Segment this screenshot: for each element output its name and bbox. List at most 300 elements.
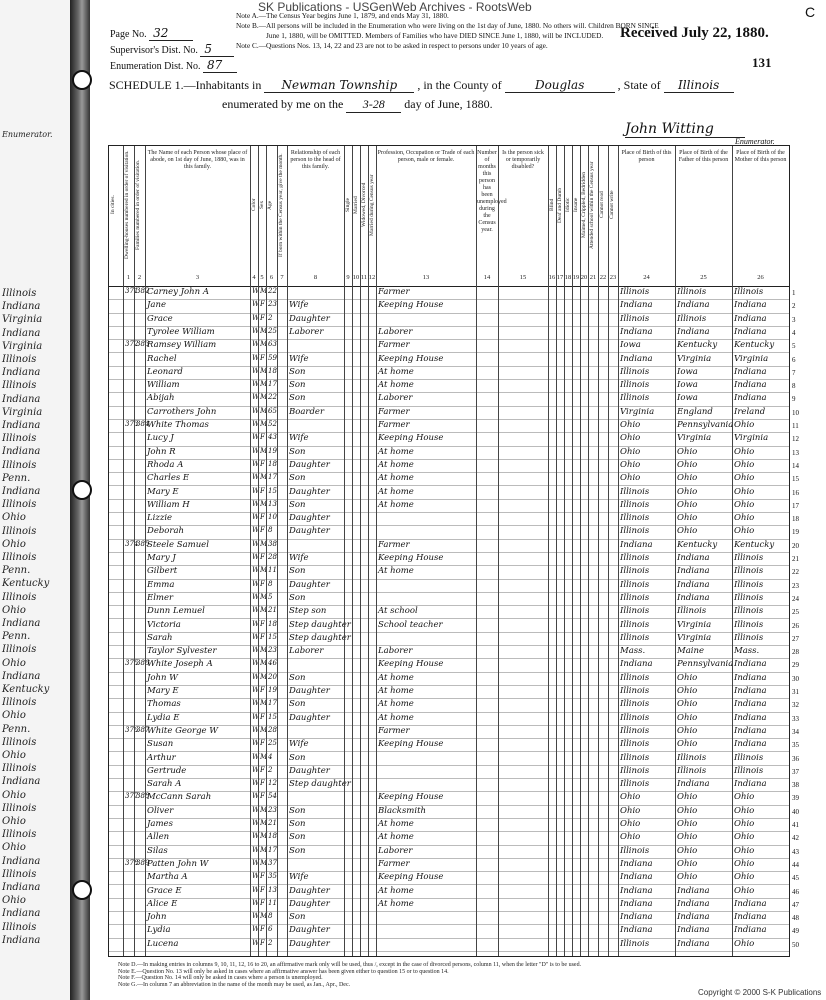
schedule-title-line [109,78,734,93]
table-row [109,313,796,327]
enumerator-signature: John Witting [625,121,745,138]
father-birthplace-cell: Indiana [677,553,710,563]
father-birthplace-cell: Indiana [677,912,710,923]
occupation-cell: Keeping House [378,792,444,803]
dwelling-number: 372 [125,340,139,349]
father-birthplace-cell: Ohio [677,832,698,843]
father-birthplace-cell: Ohio [677,473,698,484]
person-name: Steele Samuel [147,539,209,550]
sex-cell: F [260,579,265,588]
sex-cell: F [260,885,265,894]
sex-cell: F [260,459,265,468]
column-divider [618,146,619,956]
birthplace-cell: Indiana [620,912,653,923]
age-cell: 65 [268,406,277,415]
father-birthplace-cell: Ohio [677,872,698,883]
column-number: 25 [700,274,707,281]
sex-cell: F [260,872,265,881]
mother-birthplace-cell: Indiana [734,912,767,923]
occupation-cell: Keeping House [378,353,444,364]
age-cell: 52 [268,420,277,428]
mother-birthplace-cell: Ohio [734,513,755,524]
color-cell: W [252,340,260,349]
sex-cell: F [260,925,265,934]
relationship-cell: Son [289,380,306,391]
occupation-cell: Keeping House [378,659,444,670]
column-divider [572,146,573,956]
age-cell: 13 [268,885,277,894]
line-number: 40 [792,807,799,816]
column-divider [134,146,135,956]
left-page-entry: Illinois [2,763,37,775]
person-name: Elmer [147,592,174,603]
birthplace-cell: Indiana [620,539,653,550]
column-divider [360,146,361,956]
person-name: Carney John A [147,287,209,297]
mother-birthplace-cell: Ohio [734,459,755,470]
relationship-cell: Step son [289,606,327,617]
person-name: Oliver [147,805,174,816]
person-name: Taylor Sylvester [147,646,217,657]
column-header: Is the person sick or temporarily disabled? [502,150,544,170]
relationship-cell: Daughter [289,898,330,909]
left-page-entry: Illinois [2,697,37,709]
left-page-entry: Virginia [2,340,43,352]
color-cell: W [252,499,260,508]
line-number: 48 [792,914,799,923]
table-row [109,326,796,340]
father-birthplace-cell: Ohio [677,686,698,696]
mother-birthplace-cell: Illinois [734,765,764,776]
birthplace-cell: Illinois [620,366,650,377]
column-number: 18 [564,274,572,281]
color-cell: W [252,925,260,934]
birthplace-cell: Indiana [620,300,653,311]
relationship-cell: Laborer [289,646,324,657]
person-name: Alice E [147,898,178,909]
mother-birthplace-cell: Ohio [734,885,755,896]
mother-birthplace-cell: Illinois [734,566,764,577]
relationship-cell: Wife [289,353,309,364]
relationship-cell: Son [289,912,306,923]
mother-birthplace-cell: Ohio [734,526,755,537]
relationship-cell: Wife [289,872,309,883]
father-birthplace-cell: Virginia [677,619,712,630]
father-birthplace-cell: Indiana [677,885,710,896]
mother-birthplace-cell: Indiana [734,300,767,311]
color-cell: W [252,765,260,774]
line-number: 25 [792,608,799,617]
person-name: Martha A [147,872,188,883]
mother-birthplace-cell: Illinois [734,606,764,617]
relationship-cell: Boarder [289,406,325,417]
occupation-cell: At home [378,566,414,577]
mother-birthplace-cell: Illinois [734,579,764,590]
column-header: The Name of each Person whose place of abode, on 1st day of June, 1880, was in this family. [147,150,248,170]
left-page-enumerator-label: Enumerator. [2,130,53,139]
occupation-cell: Keeping House [378,739,444,750]
left-page-entry: Indiana [2,670,41,682]
occupation-cell: Farmer [378,420,410,430]
table-row [109,778,799,792]
column-divider [608,146,609,956]
birthplace-cell: Indiana [620,885,653,896]
occupation-cell: At home [378,885,414,896]
person-name: William [147,380,180,391]
father-birthplace-cell: Ohio [677,805,698,816]
footnote-line: Note G.—In column 7 an abbreviation in the name of the month may be used, as Jan., Apr., Dec. [118,981,351,988]
mother-birthplace-cell: Indiana [734,659,767,670]
father-birthplace-cell: Ohio [677,486,698,497]
color-cell: W [252,845,260,854]
birthplace-cell: Ohio [620,446,641,457]
line-number: 20 [792,541,799,550]
dwelling-number: 376 [125,725,139,734]
sex-cell: F [260,513,265,522]
person-name: Deborah [147,526,185,537]
color-cell: W [252,380,260,389]
mother-birthplace-cell: Indiana [734,898,767,909]
mother-birthplace-cell: Ohio [734,805,755,816]
birthplace-cell: Illinois [620,845,650,856]
column-number: 2 [137,274,142,281]
left-page-entry: Illinois [2,644,37,656]
column-number: 1 [126,274,131,281]
table-row [109,592,799,606]
sex-cell: M [260,606,268,615]
column-number: 16 [548,274,556,281]
age-cell: 8 [268,526,273,535]
father-birthplace-cell: Illinois [677,606,707,617]
column-number: 19 [572,274,580,281]
birthplace-cell: Illinois [620,752,650,763]
relationship-cell: Daughter [289,712,330,723]
person-name: John W [147,672,178,683]
birthplace-cell: Illinois [620,486,650,497]
left-page-entry: Indiana [2,486,41,497]
line-number: 47 [792,900,799,909]
census-table [108,145,799,957]
sex-cell: F [260,353,265,362]
father-birthplace-cell: Ohio [677,499,698,510]
mother-birthplace-cell: Ohio [734,845,755,856]
father-birthplace-cell: Ohio [677,792,698,803]
relationship-cell: Wife [289,433,309,444]
left-page-entry: Indiana [2,776,41,788]
father-birthplace-cell: Indiana [677,326,710,337]
table-row [109,366,796,380]
table-row [109,672,799,686]
line-number: 42 [792,834,799,843]
relationship-cell: Daughter [289,526,330,537]
table-row [109,579,799,593]
family-number: 389 [136,858,150,867]
sex-cell: F [260,300,265,309]
person-name: Gertrude [147,765,187,776]
birthplace-cell: Indiana [620,353,653,364]
line-number: 35 [792,741,799,750]
line-number: 34 [792,727,799,736]
father-birthplace-cell: Indiana [677,925,710,936]
sex-cell: M [260,473,268,482]
column-divider [732,146,733,956]
left-page-entry: Penn. [2,723,31,735]
mother-birthplace-cell: Illinois [734,632,764,643]
binding-spine [70,0,90,1000]
relationship-cell: Son [289,592,306,603]
line-number: 50 [792,940,799,949]
column-divider [344,146,345,956]
color-cell: W [252,566,260,575]
column-number: 17 [556,274,564,281]
age-cell: 11 [268,898,277,907]
occupation-cell: At home [378,446,414,457]
column-header: Maimed, Crippled, Bedridden [581,172,587,238]
enumerated-day: 3-28 [346,97,401,113]
age-cell: 17 [268,380,277,389]
person-name: Susan [147,739,174,750]
age-cell: 12 [268,779,277,788]
column-header: Attended school within the Census year [589,161,595,249]
age-cell: 63 [268,340,277,349]
sex-cell: F [260,792,265,801]
color-cell: W [252,858,260,867]
person-name: Sarah A [147,779,182,790]
age-cell: 54 [268,792,277,801]
mother-birthplace-cell: Indiana [734,313,767,324]
footnote-line: Note D.—In making entries in columns 9, 10, 11, 12, 16 to 20, an affirmative mark only will be used, thus /, except in the case of divorced persons, column 11, when the letter "D" is to be used. [118,962,582,968]
mother-birthplace-cell: Indiana [734,380,767,391]
column-divider [250,146,251,956]
footnote-line: Note F.—Question No. 14 will only be asked in cases where a person is unemployed. [118,975,323,981]
table-row [109,392,796,406]
age-cell: 6 [268,925,273,934]
table-row [109,339,796,353]
column-number: 9 [346,274,350,281]
sex-cell: F [260,938,265,947]
occupation-cell: At home [378,459,414,470]
left-page-entry: Ohio [2,710,26,722]
occupation-cell: At home [378,898,414,909]
father-birthplace-cell: Ohio [677,699,698,710]
left-page-entry: Ohio [2,842,26,854]
birthplace-cell: Illinois [620,632,650,643]
birthplace-cell: Virginia [620,406,655,417]
color-cell: W [252,513,260,522]
sex-cell: M [260,566,268,575]
birthplace-cell: Illinois [620,725,650,736]
person-name: Mary E [147,686,179,696]
person-name: White Thomas [147,420,209,430]
person-name: Lydia E [147,712,180,723]
column-header: Married during Census year [369,174,375,236]
table-row [109,539,799,553]
mother-birthplace-cell: Ohio [734,446,755,457]
line-number: 24 [792,594,799,603]
mother-birthplace-cell: Indiana [734,725,767,736]
father-birthplace-cell: Ohio [677,672,698,683]
father-birthplace-cell: Iowa [677,380,698,391]
age-cell: 15 [268,712,277,721]
enumerated-line [222,97,493,113]
township-value: Newman Township [264,78,414,93]
birthplace-cell: Ohio [620,433,641,444]
age-cell: 10 [268,513,277,522]
table-row [109,619,799,633]
line-number: 4 [792,328,796,337]
color-cell: W [252,898,260,907]
mother-birthplace-cell: Mass. [734,646,760,657]
color-cell: W [252,872,260,881]
father-birthplace-cell: Iowa [677,366,698,377]
left-page-entry: Indiana [2,420,41,431]
column-number: 4 [252,274,256,281]
sex-cell: M [260,752,268,761]
note-line: Note A.—The Census Year begins June 1, 1879, and ends May 31, 1880. [236,11,449,20]
mother-birthplace-cell: Ohio [734,872,755,883]
table-row [109,286,796,300]
line-number: 32 [792,701,799,710]
color-cell: W [252,805,260,814]
birthplace-cell: Indiana [620,925,653,936]
age-cell: 59 [268,353,277,362]
color-cell: W [252,792,260,801]
age-cell: 28 [268,553,277,561]
family-number: 386 [136,659,150,668]
color-cell: W [252,486,260,495]
relationship-cell: Laborer [289,326,324,337]
column-divider [675,146,676,956]
left-page-entry: Indiana [2,618,41,629]
age-cell: 17 [268,845,277,854]
table-row [109,525,799,539]
left-page-entry: Ohio [2,604,26,616]
sex-cell: F [260,553,265,561]
relationship-cell: Daughter [289,579,330,590]
person-name: Mary E [147,486,179,497]
birthplace-cell: Indiana [620,872,653,883]
family-number: 384 [136,420,150,428]
column-number: 10 [352,274,360,281]
line-number: 49 [792,927,799,936]
occupation-cell: Laborer [378,646,413,657]
relationship-cell: Son [289,805,306,816]
sex-cell: M [260,366,268,375]
sex-cell: M [260,912,268,921]
column-header: Relationship of each person to the head of this family. [290,150,341,170]
left-page-entry: Ohio [2,789,26,801]
column-divider [556,146,557,956]
note-line: Note C.—Questions Nos. 13, 14, 22 and 23 are not to be asked in respect to persons under 10 years of age. [236,41,548,50]
left-page-entry: Indiana [2,393,41,405]
mother-birthplace-cell: Illinois [734,553,764,563]
mother-birthplace-cell: Illinois [734,592,764,603]
mother-birthplace-cell: Indiana [734,699,767,710]
birthplace-cell: Illinois [620,287,650,297]
father-birthplace-cell: Maine [677,646,704,657]
note-line: Note B.—All persons will be included in the Enumeration who were living on the 1st day of June, 1880. No others will. Children BORN SINCE [236,21,659,30]
left-page-entry: Ohio [2,512,26,524]
occupation-cell: Keeping House [378,872,444,883]
sex-cell: M [260,858,268,867]
mother-birthplace-cell: Indiana [734,925,767,936]
occupation-cell: At home [378,473,414,484]
birthplace-cell: Illinois [620,938,650,949]
relationship-cell: Wife [289,553,309,563]
birthplace-cell: Illinois [620,712,650,723]
occupation-cell: At school [378,606,418,617]
line-number: 16 [792,488,799,497]
father-birthplace-cell: Virginia [677,632,712,643]
mother-birthplace-cell: Ohio [734,486,755,497]
column-number: 21 [589,274,597,281]
column-number: 12 [368,274,376,281]
person-name: James [147,819,173,829]
age-cell: 21 [268,606,277,615]
line-number: 18 [792,515,799,524]
father-birthplace-cell: Ohio [677,819,698,829]
person-name: Jane [147,300,166,311]
birthplace-cell: Illinois [620,566,650,577]
column-divider [376,146,377,956]
color-cell: W [252,725,260,734]
person-name: Grace E [147,885,182,896]
left-page-entry: Ohio [2,538,26,550]
person-name: Abijah [147,393,175,404]
left-page-entry: Illinois [2,802,37,814]
column-divider [145,146,146,956]
left-page-entry: Penn. [2,631,31,643]
left-page-entry: Illinois [2,868,37,880]
county-value: Douglas [505,78,615,93]
table-row [109,459,799,473]
column-header: In cities. [110,195,116,215]
binder-ring [72,70,92,90]
mother-birthplace-cell: Indiana [734,366,767,377]
enumerated-label: enumerated by me on the [222,97,344,111]
column-divider [598,146,599,956]
birthplace-cell: Illinois [620,499,650,510]
age-cell: 2 [268,313,273,322]
color-cell: W [252,819,260,827]
age-cell: 21 [268,819,277,827]
relationship-cell: Daughter [289,925,330,936]
birthplace-cell: Indiana [620,326,653,337]
mother-birthplace-cell: Ohio [734,819,755,829]
occupation-cell: At home [378,380,414,391]
color-cell: W [252,526,260,535]
line-number: 30 [792,674,799,683]
line-number: 26 [792,621,799,630]
relationship-cell: Son [289,566,306,577]
table-row [109,698,799,712]
father-birthplace-cell: Illinois [677,287,707,297]
occupation-cell: Farmer [378,406,410,417]
birthplace-cell: Ohio [620,819,641,829]
occupation-cell: Blacksmith [378,805,426,816]
color-cell: W [252,353,260,362]
corner-mark: C [805,4,816,20]
person-name: Leonard [147,366,183,377]
column-divider [588,146,589,956]
color-cell: W [252,366,260,375]
age-cell: 18 [268,832,277,841]
father-birthplace-cell: Indiana [677,300,710,311]
left-page-entry: Kentucky [2,684,50,695]
birthplace-cell: Illinois [620,686,650,696]
line-number: 43 [792,847,799,856]
left-page-entry: Indiana [2,908,41,920]
